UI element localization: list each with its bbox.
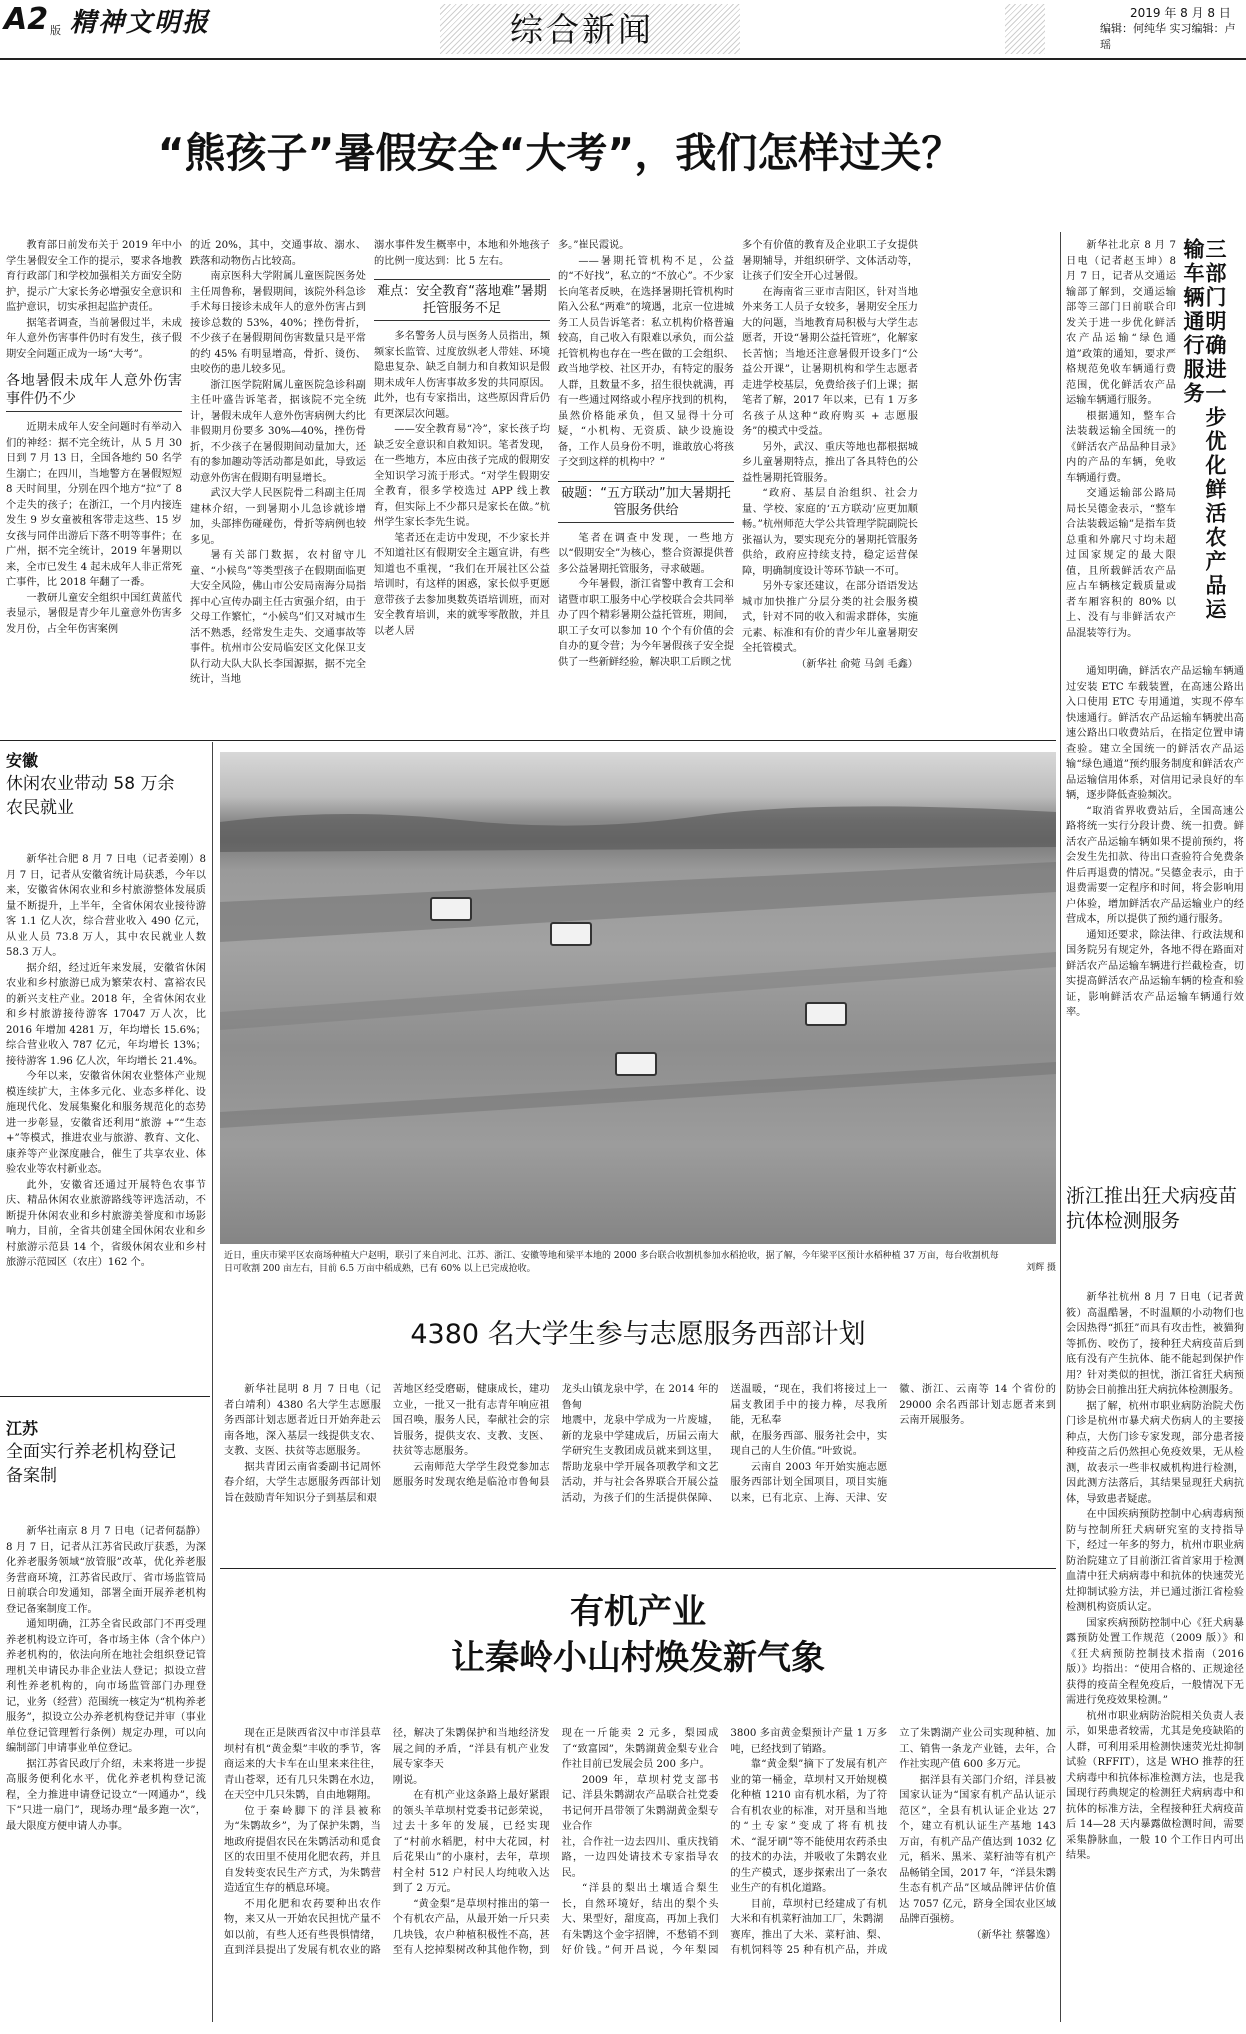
organic-title-line-1: 有机产业 — [570, 1592, 706, 1632]
volunteer-columns — [224, 1382, 1056, 1562]
anhui-paragraph: 据介绍，经过近年来发展，安徽省休闲农业和乡村旅游已成为繁荣农村、富裕农民的新兴支柱产业。2018 年，全省休闲农业和乡村旅游接待游客 17047 万人次，比 2016 年增加 4281 万，年均增长 15.6%；综合营业收入 787 亿元，年均增长 13%；接待游客 1.96 亿人次，年均增长 21.4%。 — [6, 962, 206, 1067]
logistics-paragraph: 通知还要求，除法律、行政法规和国务院另有规定外，各地不得在路面对鲜活农产品运输车辆进行拦截检查，切实提高鲜活农产品运输车辆的检查和验证，影响鲜活农产品运输车辆通行效率。 — [1066, 929, 1244, 1018]
lead-paragraph: 的近 20%，其中，交通事故、溺水、跌落和动物伤占比较高。 — [190, 240, 366, 267]
jiangsu-column — [6, 1524, 206, 2024]
volunteer-paragraph: 献，在服务西部、服务社会中，实现自己的人生价值。”叶致说。 — [730, 1430, 888, 1457]
lead-paragraph: 暑有关部门数据，农村留守儿童、“小候鸟”等类型孩子在假期面临更大安全风险，佛山市公安局南海分局指挥中心宣传办副主任古寅强介绍，由于父母工作繁忙，“小候鸟”们又对城市生活不熟悉，经常发生走失、交通事故等事件。杭州市公安局临安区文化保卫支队行动大队大队长李国源据，据不完全统计，当地 — [190, 550, 366, 685]
rabies-column — [1066, 1290, 1244, 2020]
anhui-paragraph: 新华社合肥 8 月 7 日电（记者姜刚）8 月 7 日，记者从安徽省统计局获悉，今年以来，安徽省休闲农业和乡村旅游整体发展质量不断提升，上半年，全省休闲农业接待游客 1.1 亿人次，综合营业收入 490 亿元，从业人员 73.8 万人，其中农民就业人数 58.3 万人。 — [6, 854, 206, 958]
logistics-paragraph: 交通运输部公路局局长吴德金表示，“整车合法装载运输”是指车货总重和外廓尺寸均未超过国家规定的最大限值，且所载鲜活农产品应占车辆核定载质量或者车厢容积的 80% 以上、没有与非鲜活农产品混装等行为。 — [1066, 488, 1176, 639]
organic-paragraph: “洋县的梨出土壤适合梨生长，自然环境好，结出的梨个头大、果型好，甜度高，再加上我们有朱鹮这个金字招牌，不愁销不到好价钱。”何开昌说，今年梨园 3800 多亩黄金梨预计产量 1 万多吨，已经找到了销路。 — [561, 1728, 888, 1956]
lead-paragraph: 另外专家还建议，在部分语语发达城市加快推广分层分类的社会服务模式，针对不同的收入和需求群体，实施元素、标准和有价的青少年儿童暑期安全托管模式。 — [742, 581, 918, 654]
logistics-paragraph: 根据通知，整车合法装载运输全国统一的《鲜活农产品品种目录》内的产品的车辆，免收车辆通行费。 — [1066, 410, 1176, 484]
lead-paragraph: 近期未成年人安全问题时有举动入们的神经：据不完全统计，从 5 月 30 日到 7 月 13 日，全国各地约 50 名学生溺亡；在四川，当地警方在暑假短短 8 天时间里，分别在四个地方“拉”了 8 个走失的孩子；在浙江，一个月内接连发生 9 岁女童被租客带走这些、15 岁女孩与同伴出游后下落不明等事件；在广州，据不完全统计，2019 年暑期以来，全市已发生 4 起未成年人非正常死亡事件，比 2018 年翻了一番。 — [6, 422, 182, 588]
masthead-hatch-decoration — [1005, 4, 1045, 54]
lead-paragraph: 一教研儿童安全组织中国红黄蓝代表显示，暑假是青少年儿童意外伤害多发月份，占全年伤害案例 — [6, 592, 182, 635]
anhui-paragraph: 此外，安徽省还通过开展特色农事节庆、精品休闲农业旅游路线等评选活动，不断提升休闲农业和乡村旅游美誉度和市场影响力，目前，全省共创建全国休闲农业和乡村旅游示范县 14 个，省级休闲农业和乡村旅游示范园区（农庄）162 个。 — [6, 1179, 206, 1268]
rabies-article-title: 浙江推出狂犬病疫苗抗体检测服务 — [1066, 1185, 1238, 1232]
rabies-paragraph: 在中国疾病预防控制中心病毒病预防与控制所狂犬病研究室的支持指导下，经过一年多的努力，杭州市职业病防治院建立了目前浙江省首家用于检测血清中狂犬病病毒中和抗体的快速荧光灶抑制试验方法，并已通过浙江省检验检测机构资质认定。 — [1066, 1509, 1244, 1613]
organic-paragraph: 靠“黄金梨”摘下了发展有机产业的第一桶金，草坝村又开始规模化种植 1210 亩有机水稻，为了符合有机农业的标准，对开垦和当地的“土专家”变成了将有机技术、“混牙刷”等不能使用农药杀虫的技术的办法，并吸收了朱鹮农业的生产模式，逐步探索出了一条农业生产的有机化道路。 — [730, 1759, 888, 1894]
lead-paragraph: 另外，武汉、重庆等地也都根据城乡儿童暑期特点，推出了各具特色的公益性暑期托管服务。 — [742, 441, 918, 484]
volunteer-paragraph: 地震中，龙泉中学成为一片废墟，新的龙泉中学建成后，历届云南大学研究生支教团成员就来到这里，帮助龙泉中学开展各项教学和文艺活动，并与社会各界联合开展公益活动，为孩子们的生活提供保障、送温暖，“现在，我们将接过上一届支教团手中的接力棒，尽我所能，无私奉 — [561, 1384, 888, 1504]
lead-byline: （新华社 俞菀 马剑 毛鑫） — [796, 658, 918, 670]
anhui-region-label: 安徽 — [6, 751, 39, 770]
column-divider — [212, 742, 213, 2022]
harvester-machine — [430, 897, 472, 921]
rabies-paragraph: 国家疾病预防控制中心《狂犬病暴露预防处置工作规范（2009 版）》和《狂犬病预防控制技术指南（2016 版）》均指出：“使用合格的、正规途径获得的疫苗全程免疫后，一般情况下无需进行免疫效果检测。” — [1066, 1617, 1244, 1706]
page-number: A2 — [4, 2, 49, 37]
rabies-paragraph: 新华社杭州 8 月 7 日电（记者黄筱）高温酷暑，不时温顺的小动物们也会因热得“抓狂”而具有攻击性，被猫狗等抓伤、咬伤了，接种狂犬病疫苗后到底有没有产生抗体、能不能起到保护作用？针对类似的担忧，浙江省狂犬病预防协会日前推出狂犬病抗体检测服务。 — [1066, 1292, 1244, 1396]
organic-title-line-2: 让秦岭小山村焕发新气象 — [451, 1638, 825, 1678]
organic-paragraph: 刚说。 — [392, 1774, 424, 1786]
lead-paragraph: 多名警务人员与医务人员指出，频频家长监管、过度放纵老人带娃、环境隐患复杂、缺乏自制力和自救知识是假期未成年人伤害事故多发的共同原因。此外，也有专家指出，这些原因背后仍有更深层次问题。 — [374, 331, 550, 420]
lead-paragraph: 浙江医学院附属儿童医院急诊科副主任叶盛告诉笔者，据该院不完全统计，暑假未成年人意外伤害病例大约比非假期月份要多 30%—40%，挫伤骨折，不少孩子在暑假期间动量加大，还有的参加趣动等活动都是如此，导致运动意外伤害在假期有明显增长。 — [190, 379, 366, 484]
field-illustration — [220, 752, 1056, 1244]
section-rule — [0, 740, 1056, 741]
anhui-article-title: 休闲农业带动 58 万余农民就业 — [6, 774, 175, 818]
organic-paragraph: 现在正是陕西省汉中市洋县草坝村有机“黄金梨”丰收的季节，客商运来的大卡车在山里来来往往，青山苍翠，还有几只朱鹮在水边，在天空中几只朱鹮，自由地翱翔。 — [224, 1728, 381, 1801]
lead-subhead-3: 破题：“五方联动”加大暑期托管服务供给 — [558, 481, 734, 523]
lead-paragraph: 笔者还在走访中发现，不少家长并不知道社区有假期安全主题宣讲，有些知道也不重视，“我们在开展社区公益培训时，有这样的困惑，家长似乎更愿意带孩子去参加奥数英语培训班，而对安全教育培训，来的就零零散散，并且以老人居 — [374, 532, 550, 637]
organic-paragraph: 社，合作社一边去四川、重庆找销路，一边四处请技术专家指导农民。 — [561, 1836, 719, 1879]
masthead-rule — [0, 58, 1246, 60]
lead-column-1 — [6, 238, 182, 708]
volunteer-article-title: 4380 名大学生参与志愿服务西部计划 — [410, 1319, 866, 1350]
lead-paragraph: 多。”崔民霞说。 — [558, 240, 630, 251]
jiangsu-region-label: 江苏 — [6, 1419, 39, 1438]
logistics-paragraph: 新华社北京 8 月 7 日电（记者赵玉坤）8 月 7 日，记者从交通运输部了解到，交通运输部等三部门日前联合印发关于进一步优化鲜活农产品运输“绿色通道”政策的通知，要求严格规范免收车辆通行费范围，优化鲜活农产品运输车辆通行服务。 — [1066, 240, 1176, 406]
lead-column-3 — [374, 238, 550, 708]
lead-headline: “熊孩子”暑假安全“大考”，我们怎样过关？ — [157, 129, 963, 177]
lead-paragraph: 溺水事件发生概率中，本地和外地孩子的比例一度达到：比 5 左右。 — [374, 240, 550, 267]
newspaper-name: 精神文明报 — [70, 8, 211, 38]
lead-paragraph: 武汉大学人民医院骨二科副主任周建林介绍，一到暑期小儿急诊就诊增加，头部摔伤碰碰伤，骨折等病例也较多见。 — [190, 488, 366, 546]
editor-credit: 编辑：何纯华 实习编辑：卢瑶 — [1100, 22, 1236, 51]
logistics-column-wide — [1066, 664, 1244, 1204]
column-divider — [1060, 232, 1061, 2022]
organic-paragraph: 赛库，推出了大米、菜籽油、梨、有机饲料等 25 种有机产品，并成立了朱鹮湖产业公司实现种植、加工、销售一条龙产业链，去年，合作社实现产值 600 多万元。 — [730, 1728, 1056, 1956]
section-rule — [0, 1396, 210, 1397]
logistics-paragraph: 通知明确，鲜活农产品运输车辆通过安装 ETC 车载装置，在高速公路出入口使用 ETC 专用通道，实现不停车快速通行。鲜活农产品运输车辆驶出高速公路出口收费站后，在指定位置申请查验。建立全国统一的鲜活农产品运输“绿色通道”预约服务制度和鲜活农产品运输信用体系，对信用记录良好的车辆，逐步降低查验频次。 — [1066, 666, 1244, 801]
anhui-column — [6, 852, 206, 1388]
harvester-machine — [805, 1002, 847, 1026]
anhui-paragraph: 今年以来，安徽省休闲农业整体产业规模连续扩大，主体多元化、业态多样化、设施现代化、发展集聚化和服务规范化的态势进一步彰显，安徽省还利用“旅游 +”“生态 +”等模式，推进农业与旅游、教育、文化、康养等产业深度融合，催生了共享农业、体验农业等农村新业态。 — [6, 1071, 206, 1175]
rabies-paragraph: 据了解，杭州市职业病防治院犬伤门诊是杭州市暴犬病犬伤病人的主要接种点，大伤门诊专家发现，部分患者接种疫苗之后仍然担心免疫效果，无从检测，故表示一些非权威机构进行检测，因此测方法落后，其结果显现狂犬病抗体，导致患者疑虑。 — [1066, 1400, 1244, 1505]
photo-credit: 刘辉 摄 — [1026, 1263, 1056, 1273]
rabies-paragraph: 杭州市职业病防治院相关负责人表示，如果患者较需，尤其是免疫缺陷的人群，可利用采用检测快速荧光灶抑制试验（RFFIT），这是 WHO 推荐的狂犬病毒中和抗体标准检测方法，也是我国现行药典规定的检测狂犬病病毒中和抗体的标准方法，全程接种狂犬病疫苗后 14—28 天内暴露做检测时间，需要采集静脉血，一般 10 个工作日内可出结果。 — [1066, 1710, 1244, 1861]
organic-byline: （新华社 蔡馨逸） — [971, 1929, 1056, 1941]
jiangsu-article-title: 全面实行养老机构登记备案制 — [6, 1442, 176, 1486]
organic-paragraph: 位于秦岭脚下的洋县被称为“朱鹮故乡”，为了保护朱鹮，当地政府提倡农民在朱鹮活动和觅食区的农田里不使用化肥农药，并且自发转变农民生产方式，为朱鹮营造适宜生存的栖息环境。 — [224, 1805, 381, 1894]
organic-paragraph: 2009 年，草坝村党支部书记、洋县朱鹮湖农产品联合社党委书记何开昌带领了朱鹮湖黄金梨专业合作 — [561, 1774, 719, 1832]
lead-paragraph: 在海南省三亚市吉阳区，针对当地外来务工人员子女较多，暑期安全压力大的问题，当地教育局积极与大学生志愿者，开设“暑期公益托管班”，化解家长苦恼；当地还注意暑假开设多门“公益公开课”，让暑期机构和学生志愿者走进学校基层，免费给孩子们上课；据笔者了解，2017 年以来，已有 1 万多名孩子从这种“政府购买 + 志愿服务”的模式中受益。 — [742, 286, 918, 437]
jiangsu-paragraph: 新华社南京 8 月 7 日电（记者何磊静）8 月 7 日，记者从江苏省民政厅获悉，为深化养老服务领域“放管服”改革，优化养老服务营商环境，江苏省民政厅、省市场监管局日前联合印发通知，部署全面开展养老机构登记备案制度工作。 — [6, 1526, 206, 1615]
logistics-paragraph: “取消省界收费站后，全国高速公路将统一实行分段计费、统一扣费。鲜活农产品运输车辆如果不提前预约，将会发生先扣款、待出口查验符合免费条件后再退费的情况。”吴德金表示，由于退费需要一定程序和时间，将会影响用户体验，增加鲜活农产品运输业户的经营成本，所以提供了预约通行服务。 — [1066, 805, 1244, 925]
organic-paragraph: 不用化肥和农药要种出农作物，来又从一开始农民担忧产量不如以前，有些人还有些畏惧情绪，直到洋县提出了发展有机农业的路径，解决了朱鹮保护和当地经济发展之间的矛盾，“洋县有机产业发展专家李天 — [224, 1728, 550, 1956]
jiangsu-paragraph: 通知明确，江苏全省民政部门不再受理养老机构设立许可，各市场主体（含个体户）养老机构的，依法向所在地社会组织登记管理机关申请民办非企业法人登记；拟设立营利性养老机构的，向市场监管部门办理登记，业务（经营）范围统一核定为“机构养老服务”，拟设立公办养老机构登记并审（事业单位登记管理暂行条例）规定办理，可以向编制部门申请事业单位登记。 — [6, 1619, 206, 1754]
lead-column-2 — [190, 238, 366, 708]
lead-paragraph: “政府、基层自治组织、社会力量、学校、家庭的‘五方联动’应更加顺畅。”杭州师范大学公共管理学院副院长张福认为，要实现充分的暑期托管服务供给，政府应持续支持，稳定运营保障，明确制度设计等环节缺一不可。 — [742, 488, 918, 577]
logistics-article-title: 三部门明确进一步优化鲜活农产品运输车辆通行服务 — [1181, 238, 1227, 622]
page-number-suffix: 版 — [50, 24, 61, 37]
lead-paragraph: 教育部日前发布关于 2019 年中小学生暑假安全工作的提示，要求各地教育行政部门和学校加强相关方面安全防护，提示广大家长务必增强安全意识和监护意识，切实承担起监护责任。 — [6, 240, 182, 313]
harvester-machine — [550, 922, 592, 946]
section-title: 综合新闻 — [510, 10, 654, 49]
lead-paragraph: 今年暑假，浙江省警中教育工会和诸暨市职工服务中心学校联合会共同举办了四个精彩暑期公益托管班，期间，职工子女可以参加 10 个个有价值的会自办的夏令营；为今年暑假孩子安全提供了一些新鲜经验，解决职工后顾之忧 — [558, 579, 734, 668]
volunteer-paragraph: 云南师范大学学生段党参加志愿服务时发现农绝是临沧市鲁甸县龙头山镇龙泉中学，在 2014 年的鲁甸 — [392, 1384, 719, 1488]
volunteer-paragraph: 苦地区经受磨砺，健康成长，建功立业，一批又一批有志青年响应祖国召唤，服务人民，奉献社会的宗旨服务，提供支农、支教、支医、扶贫等志愿服务。 — [392, 1384, 550, 1457]
lead-paragraph: 南京医科大学附属儿童医院医务处主任周鲁称，暑假期间，该院外科急诊手术每日接诊未成年人的意外伤害占到接诊总数的 53%，40%；挫伤骨折，不少孩子在暑假期间伤害数量只是平常的约 45% 有明显增高，骨折、烫伤、虫咬伤的患儿较多见。 — [190, 271, 366, 375]
organic-paragraph: 目前，草坝村已经建成了有机大米和有机菜籽油加工厂，朱鹮湖 — [730, 1898, 888, 1925]
volunteer-paragraph: 据共青团云南省委副书记周怀春介绍，大学生志愿服务西部计划旨在鼓励青年知识分子到基层和艰 — [224, 1461, 381, 1504]
lead-paragraph: 笔者在调查中发现，一些地方以“假期安全”为核心，整合资源提供普多公益暑期托管服务，寻求破题。 — [558, 532, 734, 575]
photo-caption: 近日，重庆市梁平区农商场种植大户赵明，联引了来自河北、江苏、浙江、安徽等地和梁平本地的 2000 多台联合收割机参加水稻抢收，据了解，今年梁平区预计水稻种植 37 万亩，每台收割机每日可收割 200 亩左右，目前 6.5 万亩中稻成熟，已有 60% 以上已完成抢收。 — [224, 1251, 999, 1274]
lead-paragraph: ——安全教育易“冷”，家长孩子均缺乏安全意识和自救知识。笔者发现，在一些地方，本应由孩子完成的假期安全知识学习流于形式。“对学生假期安全教育，很多学校选过 APP 线上教育，但实际上不少都只是家长在做。”杭州学生家长李先生说。 — [374, 424, 550, 528]
lead-paragraph: ——暑期托管机构不足，公益的“不好找”，私立的“不放心”。不少家长向笔者反映，在选择暑期托管机构时陷入公私“两难”的境遇，北京一位进城务工人员告诉笔者：私立机构价格普遍较高，自己收入有限难以承负，而公益托管机构也存在一些在做的工会组织、政当地学校、社区开办，有特定的服务人群，且数量不多，招生很快就满，再有一些通过网络或小程序找到的机构，虽然价格能承负，但又显得十分可疑，“小机构、无资质、缺少设施设备，工作人员身份不明，谁敢放心将孩子交到这样的机构中？” — [558, 255, 734, 468]
harvest-photo — [220, 752, 1056, 1244]
harvester-machine — [615, 1052, 657, 1076]
organic-paragraph: 据洋县有关部门介绍，洋县被国家认证为“国家有机产品认证示范区”，全县有机认证企业达 27 个，建立有机认证生产基地 143 万亩，有机产品产值达到 1032 亿元，稻米、黑米、菜籽油等有机产品畅销全国，2017 年，“洋县朱鹮生态有机产品”区域品牌评估价值达 7057 亿元，跻身全国农业区域品牌百强榜。 — [899, 1774, 1056, 1925]
organic-paragraph: “黄金梨”是草坝村推出的第一个有机农产品，从最开始一斤只卖几块钱，农户种植积极性不高，甚至有人挖掉梨树改种其他作物，到现在一斤能卖 2 元多，梨园成了“致富园”，朱鹮湖黄金梨专业合作社目前已发展会员 200 多户。 — [392, 1728, 719, 1956]
lead-column-4 — [558, 238, 734, 708]
section-rule — [220, 1568, 1056, 1569]
lead-subhead-1: 各地暑假未成年人意外伤害事件仍不少 — [6, 372, 182, 412]
organic-paragraph: 在有机产业这条路上最好紧跟的领头羊草坝村党委书记彭荣说，过去十多年的发展，已经实现了“村前水稻肥，村中大花园，村后花果山”的小康村，去年，草坝村全村 512 户村民人均纯收入达到了 2 万元。 — [392, 1790, 550, 1894]
lead-paragraph: 多个有价值的教育及企业职工子女提供暑期辅导，并组织研学、文体活动等，让孩子们安全开心过暑假。 — [742, 240, 918, 282]
jiangsu-paragraph: 据江苏省民政厅介绍，未来将进一步提高服务便利化水平，优化养老机构登记流程，全力推进申请登记设立“一网通办”，线下“只进一扇门”，现场办理“最多跑一次”，最大限度方便申请人办事。 — [6, 1758, 206, 1832]
organic-columns — [224, 1726, 1056, 2026]
logistics-column-narrow — [1066, 238, 1176, 658]
lead-subhead-2: 难点：安全教育“落地难”暑期托管服务不足 — [374, 279, 550, 321]
issue-date: 2019 年 8 月 8 日 — [1130, 6, 1231, 20]
lead-column-5 — [742, 238, 918, 708]
volunteer-paragraph: 新华社昆明 8 月 7 日电（记者白靖利）4380 名大学生志愿服务西部计划志愿者近日开始奔赴云南各地，深入基层一线提供支农、支教、支医、扶贫等志愿服务。 — [224, 1384, 381, 1457]
lead-paragraph: 据笔者调查，当前暑假过半，未成年人意外伤害事件仍时有发生，孩子假期安全问题正成为一场“大考”。 — [6, 317, 182, 360]
volunteer-paragraph: 云南自 2003 年开始实施志愿服务西部计划全国项目，项目实施以来，已有北京、上海、天津、安徽、浙江、云南等 14 个省份的 29000 余名西部计划志愿者来到云南开展服务。 — [730, 1384, 1056, 1504]
